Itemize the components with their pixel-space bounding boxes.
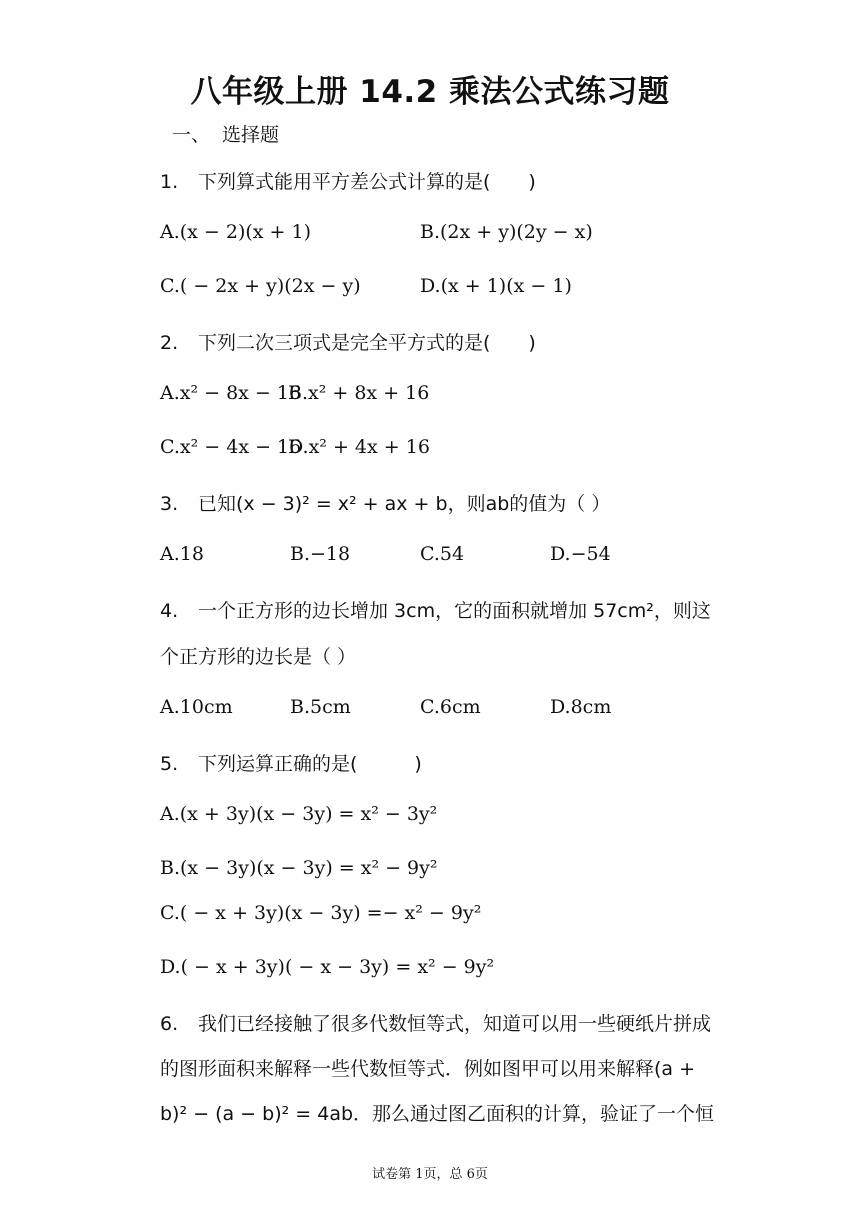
q3-option-a: A.18 [160, 543, 204, 565]
question-number: 3. [160, 493, 179, 515]
question-number: 1. [160, 171, 179, 193]
q2-option-d: D.x² + 4x + 16 [288, 436, 430, 458]
section-label: 选择题 [222, 124, 280, 146]
q5-option-a: A.(x + 3y)(x − 3y) = x² − 3y² [160, 803, 438, 825]
question-6-line-2: 的图形面积来解释一些代数恒等式．例如图甲可以用来解释(a + [160, 1058, 696, 1080]
q4-option-b: B.5cm [290, 696, 351, 718]
q2-option-b: B.x² + 8x + 16 [288, 382, 430, 404]
q4-option-d: D.8cm [550, 696, 612, 718]
question-text: 下列算式能用平方差公式计算的是( ) [198, 171, 536, 193]
section-number: 一、 [172, 124, 211, 146]
question-6-line-3: b)² − (a − b)² = 4ab．那么通过图乙面积的计算，验证了一个恒 [160, 1103, 715, 1125]
q3-option-c: C.54 [420, 543, 465, 565]
question-3 [160, 489, 610, 516]
q1-option-d: D.(x + 1)(x − 1) [420, 275, 572, 297]
question-5 [160, 749, 422, 776]
q4-option-a: A.10cm [160, 696, 233, 718]
question-text: 已知(x − 3)² = x² + ax + b，则ab的值为（ ） [198, 493, 611, 515]
q1-option-b: B.(2x + y)(2y − x) [420, 221, 593, 243]
question-text: 下列运算正确的是( ) [198, 753, 422, 775]
question-number: 5. [160, 753, 179, 775]
page-title: 八年级上册 14.2 乘法公式练习题 [190, 74, 670, 110]
question-1 [160, 167, 536, 194]
q5-option-c: C.( − x + 3y)(x − 3y) =− x² − 9y² [160, 902, 482, 924]
question-number: 6. [160, 1013, 179, 1035]
question-4-continued: 个正方形的边长是（ ） [160, 646, 357, 668]
question-number: 2. [160, 332, 179, 354]
q5-option-b: B.(x − 3y)(x − 3y) = x² − 9y² [160, 857, 438, 879]
question-2 [160, 328, 536, 355]
question-text: 下列二次三项式是完全平方式的是( ) [198, 332, 536, 354]
question-6 [160, 1009, 711, 1036]
q4-option-c: C.6cm [420, 696, 481, 718]
q3-option-d: D.−54 [550, 543, 611, 565]
q1-option-c: C.( − 2x + y)(2x − y) [160, 275, 361, 297]
q2-option-a: A.x² − 8x − 16 [160, 382, 302, 404]
question-text: 一个正方形的边长增加 3cm，它的面积就增加 57cm²，则这 [198, 600, 711, 622]
question-text: 我们已经接触了很多代数恒等式，知道可以用一些硬纸片拼成 [198, 1013, 712, 1035]
q3-option-b: B.−18 [290, 543, 351, 565]
question-4 [160, 596, 711, 623]
page-footer: 试卷第 1页，总 6页 [372, 1167, 488, 1182]
question-number: 4. [160, 600, 179, 622]
q2-option-c: C.x² − 4x − 16 [160, 436, 302, 458]
section-heading [172, 120, 279, 147]
q5-option-d: D.( − x + 3y)( − x − 3y) = x² − 9y² [160, 956, 495, 978]
q1-option-a: A.(x − 2)(x + 1) [160, 221, 312, 243]
